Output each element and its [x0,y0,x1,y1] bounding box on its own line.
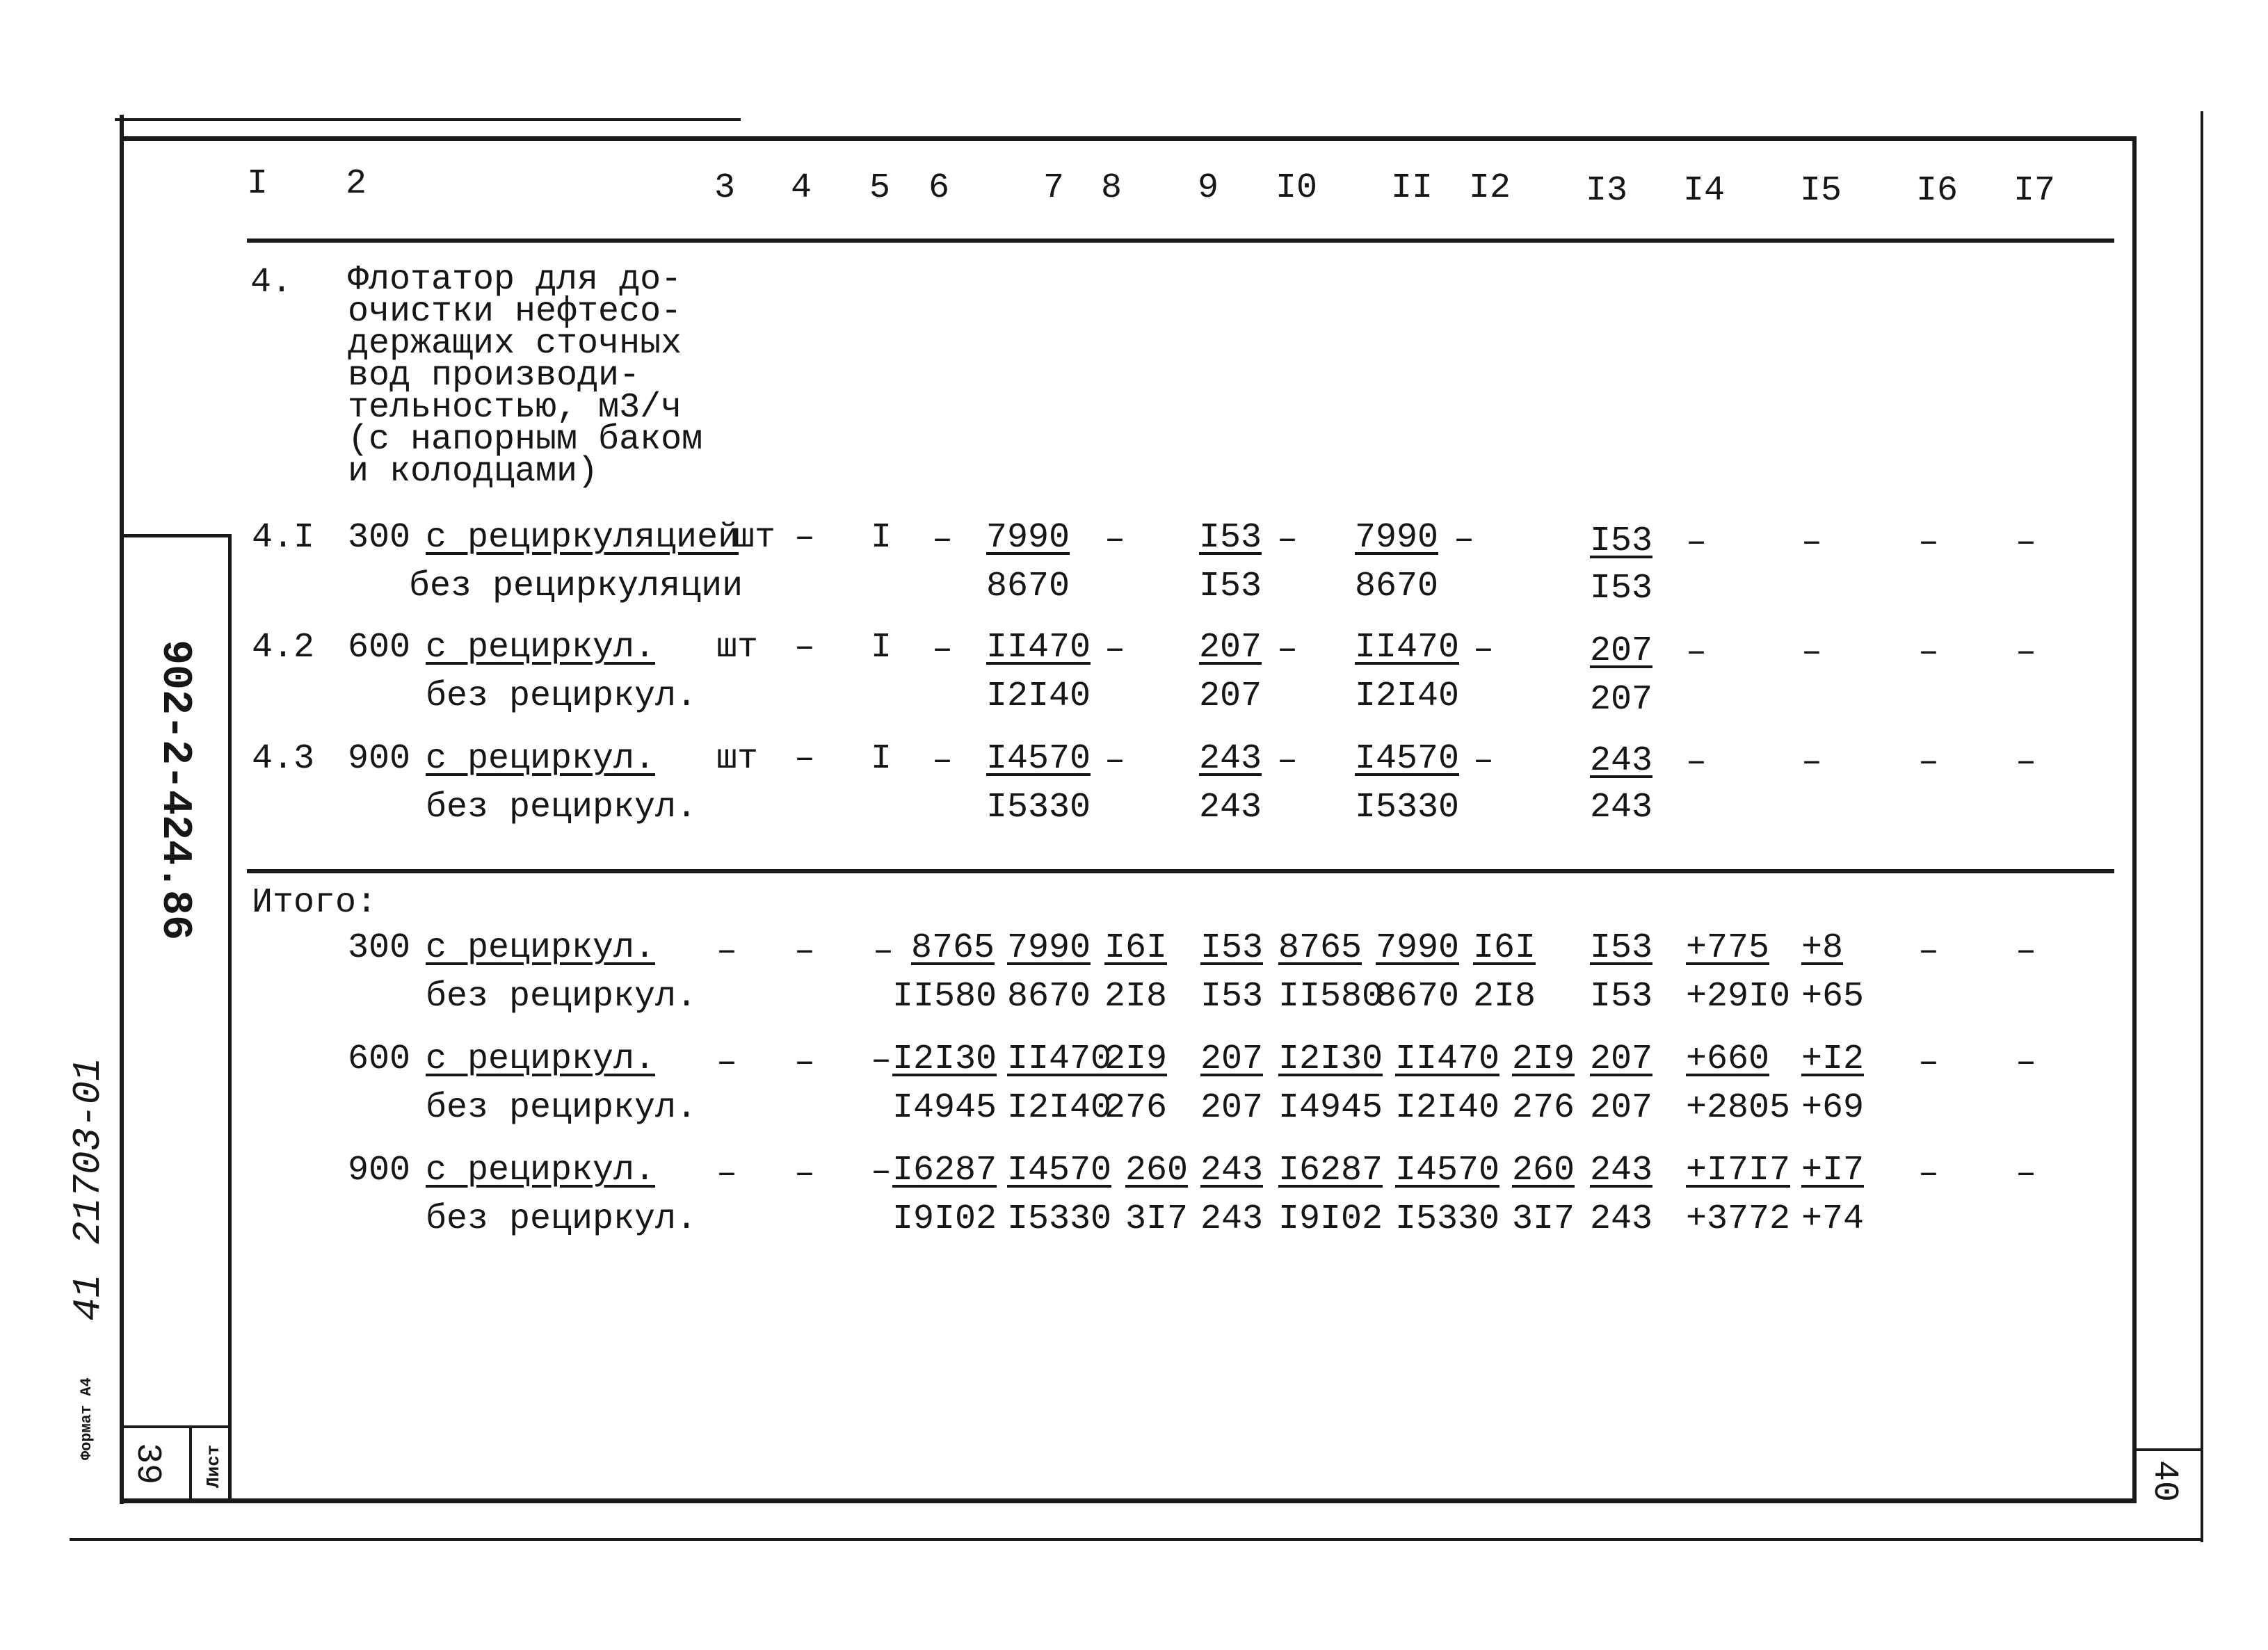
col-header: I3 [1586,171,1628,211]
item-without-recirc: без рециркуляции [409,567,743,606]
cell: I2I30 [892,1040,997,1079]
cell: 207 [1200,1088,1264,1128]
col-header: 5 [869,168,891,208]
total-capacity: 600 [348,1040,411,1079]
item-capacity: 900 [348,739,411,779]
cell: I4945 [892,1088,997,1128]
cell: I2I40 [986,677,1091,716]
section-title-line: (с напорным баком [348,420,703,460]
cell: I53 [1200,977,1264,1017]
cell: 243 [1590,1199,1653,1239]
cell: II470 [1395,1040,1500,1079]
cell: I53 [1199,518,1262,558]
cell: 207 [1590,1040,1653,1079]
cell: II470 [1355,628,1460,668]
cell: – [1918,523,1940,563]
cell: – [871,1152,892,1192]
cell: I2I30 [1278,1040,1383,1079]
cell: 2I9 [1104,1040,1168,1079]
doc-code: 902-2-424.86 [151,640,198,941]
cell: I53 [1199,567,1262,606]
cell: – [1686,633,1707,672]
item-with-recirc: с рециркул. [426,628,656,668]
cell: 260 [1125,1151,1189,1190]
cell: I4945 [1278,1088,1383,1128]
page-number: 40 [2144,1460,2184,1503]
item-with-recirc: с рециркул. [426,739,656,779]
cell: – [1801,743,1823,782]
frame-right-rule [2132,136,2137,1499]
item-capacity: 300 [348,518,411,558]
total-divider-rule [247,869,2114,873]
cell: 7990 [1355,518,1439,558]
col-header: 3 [714,168,736,208]
cell: – [1918,932,1940,971]
item-number: 4.2 [252,628,315,668]
cell: – [873,932,894,971]
cell: – [794,932,816,971]
cell: 243 [1199,739,1262,779]
cell: – [1918,633,1940,672]
cell: – [794,739,816,779]
cell: 243 [1200,1151,1264,1190]
cell: I9I02 [892,1199,997,1239]
stamp-box-top [124,534,232,537]
cell: – [1801,633,1823,672]
cell: – [2016,1154,2037,1194]
cell: 7990 [1007,928,1091,968]
cell: I4570 [1007,1151,1112,1190]
cell: I5330 [986,788,1091,827]
cell: 276 [1104,1088,1168,1128]
item-capacity: 600 [348,628,411,668]
cell: – [1277,630,1298,670]
cell: I6I [1473,928,1536,968]
cell: I4570 [1355,739,1460,779]
cell: – [932,741,954,781]
cell: – [1918,743,1940,782]
cell: I2I40 [1007,1088,1112,1128]
cell: I6287 [1278,1151,1383,1190]
col-header: I0 [1276,168,1318,208]
total-capacity: 300 [348,928,411,968]
total-capacity: 900 [348,1151,411,1190]
item-number: 4.I [252,518,315,558]
outer-bottom-rule [70,1538,2203,1541]
cell: – [1454,520,1475,560]
cell: I5330 [1395,1199,1500,1239]
cell: I53 [1590,521,1653,561]
cell: 2I8 [1104,977,1168,1017]
cell: – [2016,633,2037,672]
col-header: 7 [1043,168,1065,208]
item-without-recirc: без рециркул. [426,677,698,716]
cell: – [794,1043,816,1083]
cell: I53 [1590,928,1653,968]
cell: 243 [1590,788,1653,827]
item-unit: шт [716,628,759,668]
sheet-number: 39 [127,1443,167,1485]
side-number: 41 [66,1274,111,1321]
cell: 8670 [1355,567,1439,606]
cell: II470 [986,628,1091,668]
cell: I53 [1590,977,1653,1017]
cell: – [716,1043,738,1083]
cell: I4570 [1395,1151,1500,1190]
cell: – [1801,523,1823,563]
col-header: I [247,164,268,204]
section-title-line: тельностью, м3/ч [348,388,682,428]
total-without-recirc: без рециркул. [426,1088,698,1128]
cell: – [716,932,738,971]
outer-right-rule [2201,111,2203,1542]
cell: I6I [1104,928,1168,968]
cell: 207 [1590,631,1653,671]
cell: 207 [1590,1088,1653,1128]
col-header: I5 [1800,171,1842,211]
item-unit: шт [734,518,776,558]
col-header: 6 [928,168,950,208]
col-header: 8 [1101,168,1123,208]
format-label: Формат А4 [78,1377,95,1460]
cell: – [1473,630,1495,670]
cell: – [1104,520,1126,560]
cell: – [1104,741,1126,781]
section-title-line: держащих сточных [348,324,682,364]
cell: +I7 [1801,1151,1865,1190]
cell: I5330 [1355,788,1460,827]
header-rule [247,238,2114,243]
cell: I [871,518,892,558]
cell: 7990 [1376,928,1460,968]
cell: – [794,518,816,558]
cell: II470 [1007,1040,1112,1079]
cell: 2I8 [1473,977,1536,1017]
section-number: 4. [250,263,293,302]
cell: 8670 [986,567,1070,606]
cell: 3I7 [1512,1199,1575,1239]
cell: +I2 [1801,1040,1865,1079]
cell: 207 [1199,628,1262,668]
cell: +65 [1801,977,1865,1017]
cell: – [794,628,816,668]
item-without-recirc: без рециркул. [426,788,698,827]
cell: I [871,628,892,668]
cell: – [871,1041,892,1081]
cell: 276 [1512,1088,1575,1128]
cell: +29I0 [1686,977,1791,1017]
cell: I5330 [1007,1199,1112,1239]
total-without-recirc: без рециркул. [426,1199,698,1239]
col-header: 2 [346,164,367,204]
cell: I9I02 [1278,1199,1383,1239]
cell: +3772 [1686,1199,1791,1239]
cell: 3I7 [1125,1199,1189,1239]
cell: +I7I7 [1686,1151,1791,1190]
page-box-top [2132,1448,2203,1451]
cell: II580 [1278,977,1383,1017]
cell: 207 [1590,680,1653,720]
cell: +2805 [1686,1088,1791,1128]
cell: – [932,520,954,560]
section-title-line: Флотатор для до- [348,260,682,300]
cell: 207 [1200,1040,1264,1079]
cell: – [1918,1154,1940,1194]
col-header: I4 [1683,171,1726,211]
stamp-box-inner-rule [228,534,232,1502]
cell: I2I40 [1395,1088,1500,1128]
item-with-recirc: с рециркуляцией [426,518,739,558]
cell: – [1277,741,1298,781]
cell: 7990 [986,518,1070,558]
sheet-label: Лист [203,1444,224,1488]
col-header: 9 [1198,168,1219,208]
cell: – [2016,743,2037,782]
cell: I53 [1200,928,1264,968]
item-number: 4.3 [252,739,315,779]
frame-bottom-rule [120,1498,2137,1503]
cell: +775 [1686,928,1770,968]
item-unit: шт [716,739,759,779]
cell: – [1277,520,1298,560]
total-label: Итого: [252,883,378,923]
cell: 8765 [911,928,995,968]
cell: – [1918,1043,1940,1083]
frame-top-rule-2 [115,118,741,121]
side-code: 21703-01 [66,1058,111,1245]
cell: – [1104,630,1126,670]
cell: – [2016,932,2037,971]
total-with-recirc: с рециркул. [426,1040,656,1079]
cell: +8 [1801,928,1844,968]
stamp-sheet-divider [189,1425,192,1502]
cell: 243 [1199,788,1262,827]
total-with-recirc: с рециркул. [426,1151,656,1190]
cell: – [1473,741,1495,781]
cell: 243 [1590,1151,1653,1190]
cell: 8670 [1376,977,1460,1017]
cell: 8670 [1007,977,1091,1017]
cell: 207 [1199,677,1262,716]
col-header: 4 [791,168,812,208]
cell: – [716,1154,738,1194]
cell: 243 [1200,1199,1264,1239]
section-title-line: вод производи- [348,356,641,396]
cell: +69 [1801,1088,1865,1128]
cell: – [794,1154,816,1194]
cell: II580 [892,977,997,1017]
col-header: I2 [1469,168,1511,208]
cell: I2I40 [1355,677,1460,716]
cell: I53 [1590,569,1653,608]
section-title-line: очистки нефтесо- [348,292,682,332]
section-title-line: и колодцами) [348,452,599,492]
cell: – [932,630,954,670]
frame-top-rule [120,136,2137,141]
total-without-recirc: без рециркул. [426,977,698,1017]
cell: +660 [1686,1040,1770,1079]
cell: I6287 [892,1151,997,1190]
cell: – [2016,523,2037,563]
stamp-sheet-top [124,1425,232,1428]
cell: I [871,739,892,779]
cell: 2I9 [1512,1040,1575,1079]
frame-left-rule [120,115,124,1504]
cell: I4570 [986,739,1091,779]
cell: – [2016,1043,2037,1083]
total-with-recirc: с рециркул. [426,928,656,968]
cell: 260 [1512,1151,1575,1190]
col-header: I7 [2013,171,2056,211]
col-header: I6 [1916,171,1959,211]
col-header: II [1391,168,1433,208]
cell: – [1686,743,1707,782]
cell: +74 [1801,1199,1865,1239]
cell: 8765 [1278,928,1362,968]
cell: 243 [1590,741,1653,781]
cell: – [1686,523,1707,563]
